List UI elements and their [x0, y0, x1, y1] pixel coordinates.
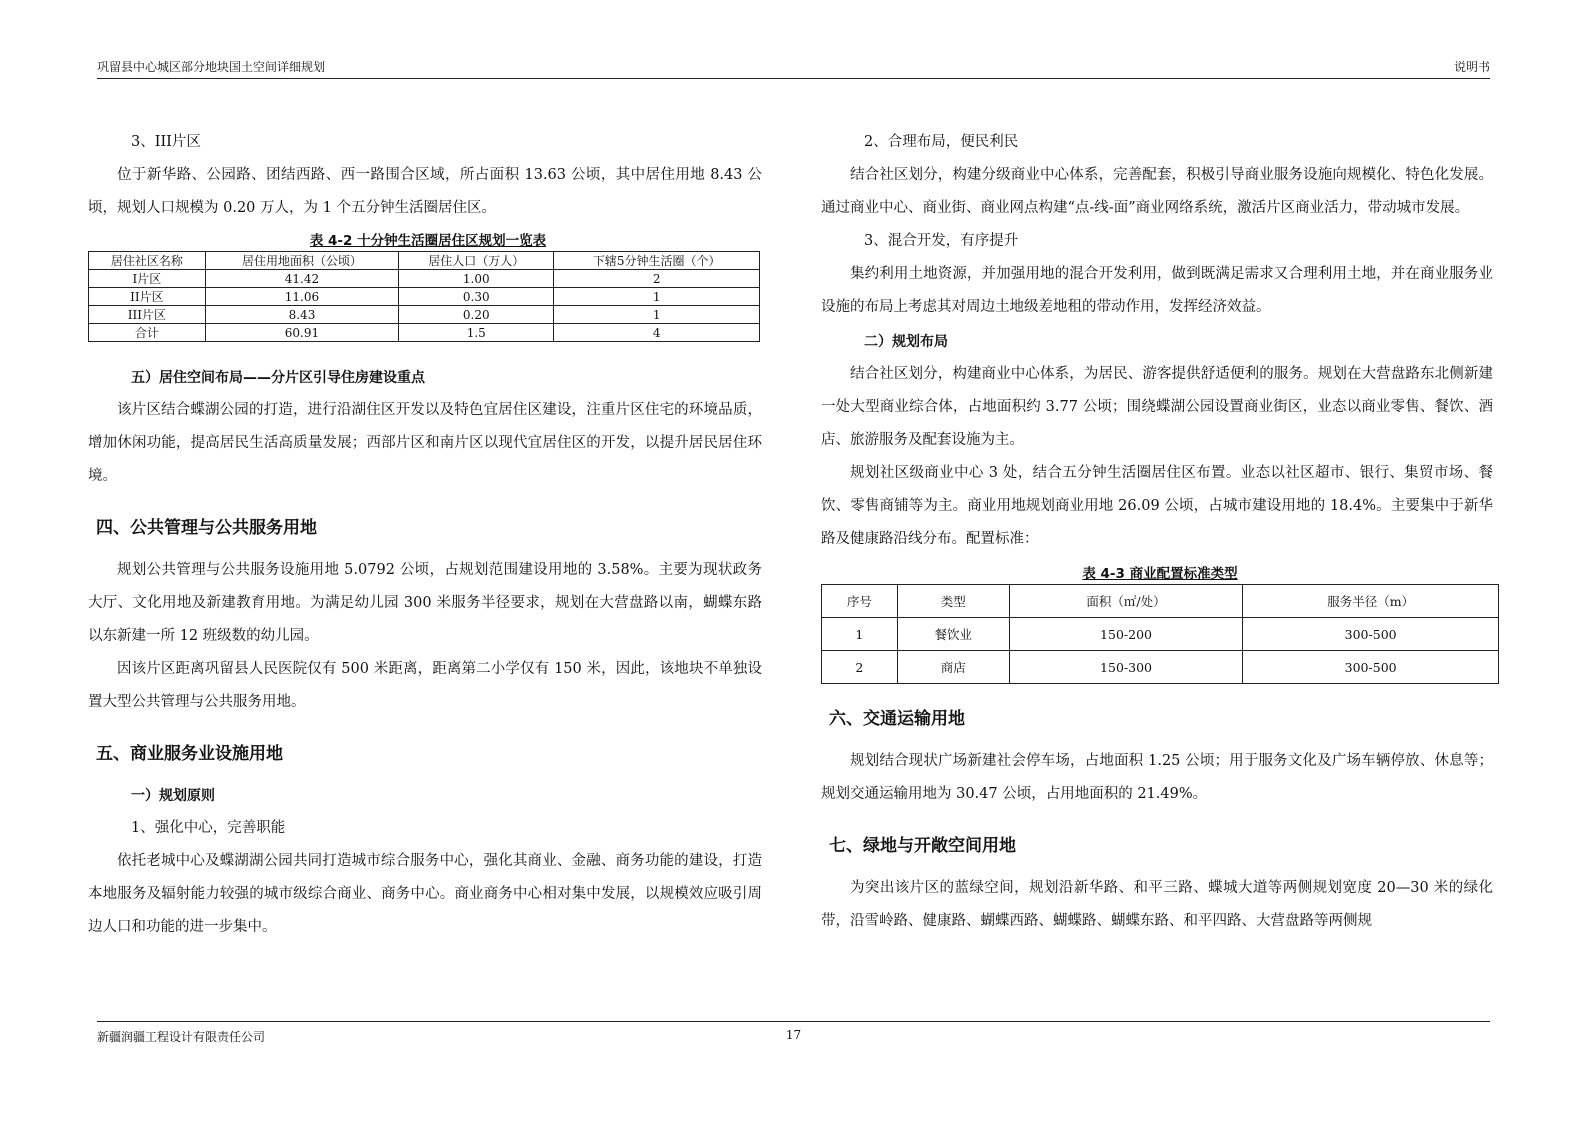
subheading-planning-principles: 一）规划原则	[131, 788, 215, 804]
table-cell: II片区	[89, 288, 206, 306]
paragraph-commercial-center: 依托老城中心及蝶湖湖公园共同打造城市综合服务中心，强化其商业、金融、商务功能的建设，打造本地服务及辐射能力较强的城市级综合商业、商务中心。商业商务中心相对集中发展，以规模效应吸引周边人口和功能的进一步集中。	[88, 853, 762, 935]
table-header-cell: 服务半径（m）	[1243, 585, 1499, 618]
table-cell: 4	[554, 324, 760, 342]
table-header-cell: 下辖5分钟生活圈（个）	[554, 252, 760, 270]
subsection-2-heading: 2、合理布局，便民利民	[864, 134, 1019, 150]
table-row	[89, 306, 760, 324]
table-4-3-caption: 表 4-3 商业配置标准类型	[1082, 566, 1238, 582]
table-header-cell: 序号	[822, 585, 898, 618]
page-header	[97, 58, 1490, 79]
table-cell: III片区	[89, 306, 206, 324]
table-cell: 商店	[897, 651, 1009, 684]
section-6-heading: 六、交通运输用地	[829, 709, 965, 729]
paragraph-mixed-development: 集约利用土地资源，并加强用地的混合开发利用，做到既满足需求又合理利用土地，并在商业服务业设施的布局上考虑其对周边土地级差地租的带动作用，发挥经济效益。	[821, 266, 1493, 315]
table-4-2-caption: 表 4-2 十分钟生活圈居住区规划一览表	[309, 233, 547, 249]
subsection-3-heading: 3、III片区	[131, 134, 201, 150]
table-cell: 1	[554, 288, 760, 306]
table-row	[89, 288, 760, 306]
subsection-3-heading: 3、混合开发，有序提升	[864, 233, 1019, 249]
page-number: 17	[785, 1028, 802, 1042]
table-header-cell: 居住人口（万人）	[399, 252, 554, 270]
table-cell: 餐饮业	[897, 618, 1009, 651]
paragraph-public-services-2: 因该片区距离巩留县人民医院仅有 500 米距离，距离第二小学仅有 150 米，因此，该地块不单独设置大型公共管理与公共服务用地。	[88, 661, 762, 710]
table-cell: 1.00	[399, 270, 554, 288]
company-name: 新疆润疆工程设计有限责任公司	[97, 1030, 266, 1044]
paragraph-layout-convenience: 结合社区划分，构建分级商业中心体系，完善配套，积极引导商业服务设施向规模化、特色化发展。通过商业中心、商业街、商业网点构建“点-线-面”商业网络系统，激活片区商业活力，带动城市发展。	[821, 167, 1493, 216]
table-header-cell: 类型	[897, 585, 1009, 618]
table-header-row	[822, 585, 1499, 618]
table-total-row	[89, 324, 760, 342]
paragraph-area3: 位于新华路、公园路、团结西路、西一路围合区域，所占面积 13.63 公顷，其中居住用地 8.43 公顷，规划人口规模为 0.20 万人，为 1 个五分钟生活圈居住区。	[88, 167, 762, 216]
right-column	[821, 126, 1499, 938]
document-type: 说明书	[1453, 60, 1490, 74]
paragraph-public-services-1: 规划公共管理与公共服务设施用地 5.0792 公顷，占规划范围建设用地的 3.58%。主要为现状政务大厅、文化用地及新建教育用地。为满足幼儿园 300 米服务半径要求，规划在大营盘路以南，蝴蝶东路以东新建一所 12 班级数的幼儿园。	[88, 562, 762, 644]
table-cell: 2	[822, 651, 898, 684]
paragraph-green-space: 为突出该片区的蓝绿空间，规划沿新华路、和平三路、蝶城大道等两侧规划宽度 20—30 米的绿化带，沿雪岭路、健康路、蝴蝶西路、蝴蝶路、蝴蝶东路、和平四路、大营盘路等两侧规	[821, 880, 1493, 929]
document-title: 巩留县中心城区部分地块国土空间详细规划	[97, 60, 326, 74]
table-cell: 41.42	[205, 270, 398, 288]
table-4-3	[821, 584, 1499, 684]
table-cell: 1.5	[399, 324, 554, 342]
paragraph-community-commerce: 规划社区级商业中心 3 处，结合五分钟生活圈居住区布置。业态以社区超市、银行、集贸市场、餐饮、零售商铺等为主。商业用地规划商业用地 26.09 公顷，占城市建设用地的 18.4%。主要集中于新华路及健康路沿线分布。配置标准：	[821, 465, 1493, 547]
subheading-planning-layout: 二）规划布局	[864, 334, 948, 350]
paragraph-commercial-system: 结合社区划分，构建商业中心体系，为居民、游客提供舒适便利的服务。规划在大营盘路东北侧新建一处大型商业综合体，占地面积约 3.77 公顷；围绕蝶湖公园设置商业街区，业态以商业零售、餐饮、酒店、旅游服务及配套设施为主。	[821, 366, 1493, 448]
section-4-heading: 四、公共管理与公共服务用地	[96, 518, 317, 538]
table-header-cell: 面积（㎡/处）	[1009, 585, 1242, 618]
table-cell: 合计	[89, 324, 206, 342]
table-cell: 60.91	[205, 324, 398, 342]
table-cell: 11.06	[205, 288, 398, 306]
paragraph-residential-layout: 该片区结合蝶湖公园的打造，进行沿湖住区开发以及特色宜居住区建设，注重片区住宅的环境品质，增加休闲功能，提高居民生活高质量发展；西部片区和南片区以现代宜居住区的开发，以提升居民居住环境。	[88, 402, 762, 484]
table-4-2	[88, 251, 760, 342]
table-cell: 2	[554, 270, 760, 288]
table-row	[89, 270, 760, 288]
subheading-residential-layout: 五）居住空间布局——分片区引导住房建设重点	[131, 370, 425, 386]
table-cell: 150-200	[1009, 618, 1242, 651]
table-cell: 8.43	[205, 306, 398, 324]
paragraph-transport: 规划结合现状广场新建社会停车场，占地面积 1.25 公顷；用于服务文化及广场车辆停放、休息等；规划交通运输用地为 30.47 公顷，占用地面积的 21.49%。	[821, 753, 1493, 802]
table-cell: 150-300	[1009, 651, 1242, 684]
table-header-cell: 居住社区名称	[89, 252, 206, 270]
table-cell: I片区	[89, 270, 206, 288]
subsection-1-heading: 1、强化中心，完善职能	[131, 820, 286, 836]
page-footer	[97, 1021, 1490, 1052]
left-column	[88, 126, 768, 944]
table-header-row	[89, 252, 760, 270]
table-cell: 1	[822, 618, 898, 651]
section-5-heading: 五、商业服务业设施用地	[96, 744, 283, 764]
table-cell: 300-500	[1243, 618, 1499, 651]
table-cell: 0.30	[399, 288, 554, 306]
table-cell: 1	[554, 306, 760, 324]
table-cell: 300-500	[1243, 651, 1499, 684]
section-7-heading: 七、绿地与开敞空间用地	[829, 836, 1016, 856]
table-row	[822, 651, 1499, 684]
table-header-cell: 居住用地面积（公顷）	[205, 252, 398, 270]
table-row	[822, 618, 1499, 651]
table-cell: 0.20	[399, 306, 554, 324]
